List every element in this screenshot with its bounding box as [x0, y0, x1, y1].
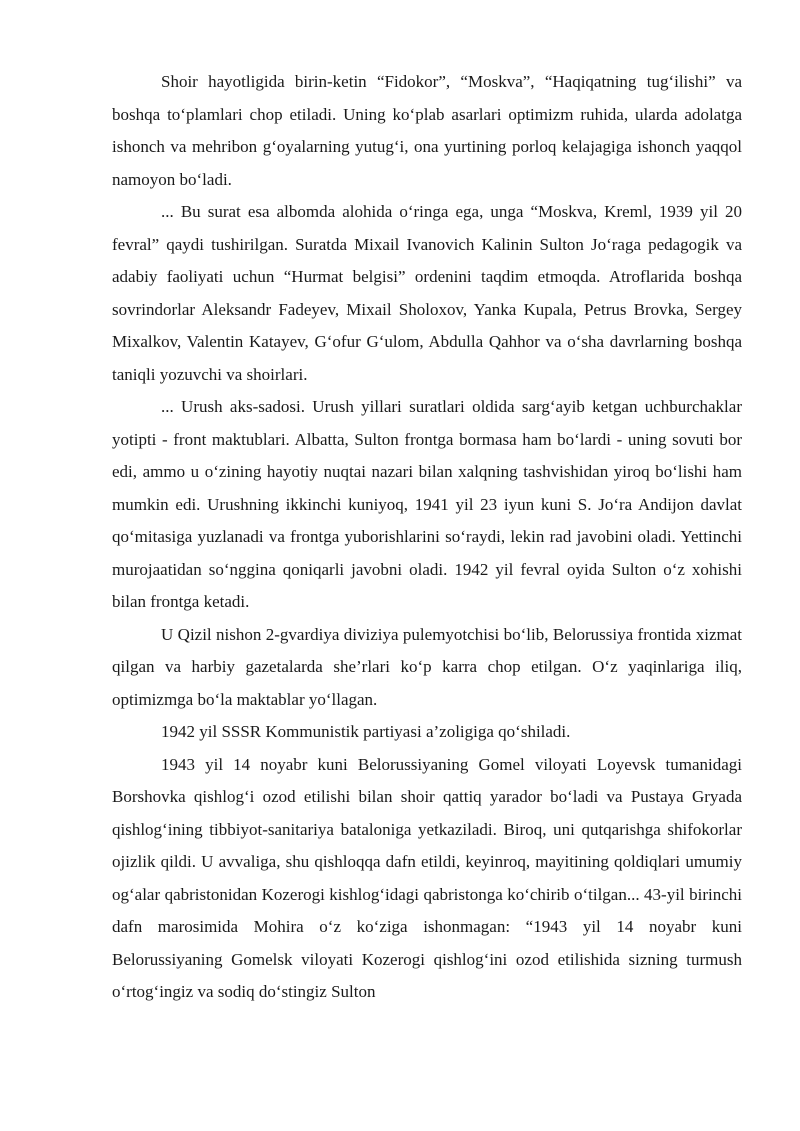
paragraph-5: 1942 yil SSSR Kommunistik partiyasi a’zoligiga qo‘shiladi.: [161, 722, 571, 741]
paragraph-6: 1943 yil 14 noyabr kuni Belorussiyaning Gomel viloyati Loyevsk tumanidagi Borshovka qishlog‘i ozod etilishi bilan shoir qattiq yarador bo‘ladi va Pustaya Gryada qishlog‘ining tibbiyot-sanitariya bataloniga yetkaziladi. Biroq, uni qutqarishga shifokorlar ojizlik qildi. U avvaliga, shu qishloqqa dafn etildi, keyinroq, mayitining qoldiqlari umumiy og‘alar qabristonidan Kozerogi kishlog‘idagi qabristonga ko‘chirib o‘tilgan... 43-yil birinchi dafn marosimida Mohira o‘z ko‘ziga ishonmagan: “1943 yil 14 noyabr kuni Belorussiyaning Gomelsk viloyati Kozerogi qishlog‘ini ozod etilishida sizning turmush o‘rtog‘ingiz va sodiq do‘stingiz Sulton: [112, 754, 742, 1001]
paragraph-1: Shoir hayotligida birin-ketin “Fidokor”, “Moskva”, “Haqiqatning tug‘ilishi” va boshqa to‘plamlari chop etiladi. Uning ko‘plab asarlari optimizm ruhida, ularda adolatga ishonch va mehribon g‘oyalarning yutug‘i, ona yurtining porloq kelajagiga ishonch yaqqol namoyon bo‘ladi.: [112, 72, 742, 189]
document-page: [112, 66, 742, 1009]
paragraph-4: U Qizil nishon 2-gvardiya diviziya pulemyotchisi bo‘lib, Belorussiya frontida xizmat qilgan va harbiy gazetalarda she’rlari ko‘p karra chop etilgan. O‘z yaqinlariga iliq, optimizmga bo‘la maktablar yo‘llagan.: [112, 624, 742, 709]
paragraph-3: ... Urush aks-sadosi. Urush yillari suratlari oldida sarg‘ayib ketgan uchburchaklar yotipti - front maktublari. Albatta, Sulton frontga bormasa ham bo‘lardi - uning sovuti bor edi, ammo u o‘zining hayotiy nuqtai nazari bilan xalqning tashvishidan yiroq bo‘lishi ham mumkin edi. Urushning ikkinchi kuniyoq, 1941 yil 23 iyun kuni S. Jo‘ra Andijon davlat qo‘mitasiga yuzlanadi va frontga yuborishlarini so‘raydi, lekin rad javobini oladi. Yettinchi murojaatidan so‘nggina qoniqarli javobni oladi. 1942 yil fevral oyida Sulton o‘z xohishi bilan frontga ketadi.: [112, 397, 742, 611]
paragraph-2: ... Bu surat esa albomda alohida o‘ringa ega, unga “Moskva, Kreml, 1939 yil 20 fevral” qaydi tushirilgan. Suratda Mixail Ivanovich Kalinin Sulton Jo‘raga pedagogik va adabiy faoliyati uchun “Hurmat belgisi” ordenini taqdim etmoqda. Atroflarida boshqa sovrindorlar Aleksandr Fadeyev, Mixail Sholoxov, Yanka Kupala, Petrus Brovka, Sergey Mixalkov, Valentin Katayev, G‘ofur G‘ulom, Abdulla Qahhor va o‘sha davrlarning boshqa taniqli yozuvchi va shoirlari.: [112, 202, 742, 384]
